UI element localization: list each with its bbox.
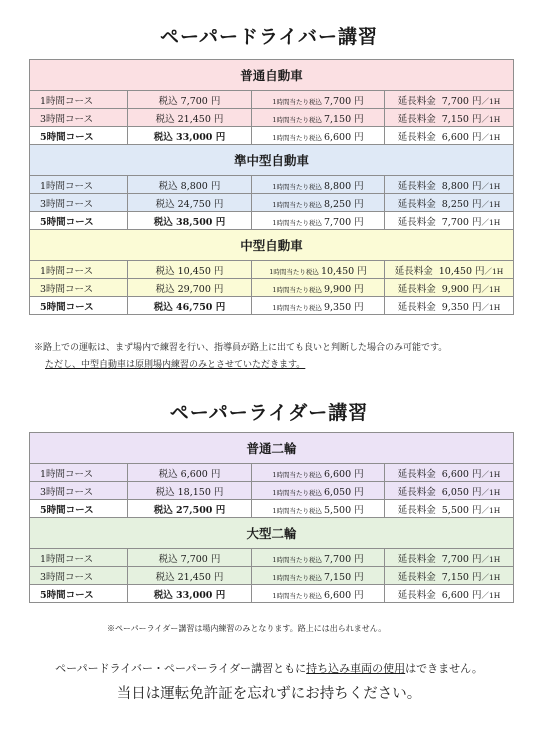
per-hour-value: 9,900 円: [323, 283, 364, 295]
extension-value: 9,900 円: [441, 283, 482, 295]
road-practice-note: ※路上での運転は、まず場内で練習を行い、指導員が路上に出ても良いと判断した場合のみ可能です。: [34, 343, 448, 353]
extension-unit: ／1H: [481, 199, 501, 209]
extension-fee: [385, 194, 514, 212]
category-header: 準中型自動車: [30, 145, 514, 176]
per-hour-price: [252, 109, 385, 127]
per-hour-value: 6,600 円: [323, 131, 364, 143]
extension-label: 延長料金: [394, 265, 433, 277]
extension-value: 7,150 円: [441, 571, 482, 583]
extension-value: 10,450 円: [438, 265, 485, 277]
vehicle-notice-post: はできません。: [405, 662, 483, 675]
rider-price-table: [29, 432, 514, 603]
extension-unit: ／1H: [484, 266, 504, 276]
category-header: 大型二輪: [30, 518, 514, 549]
course-name: 5時間コース: [30, 297, 128, 315]
extension-unit: ／1H: [481, 487, 501, 497]
table-row: [30, 464, 514, 482]
table-row: [30, 109, 514, 127]
per-hour-label: 1時間当たり税込: [269, 267, 319, 276]
extension-label: 延長料金: [397, 283, 436, 295]
table-row: [30, 549, 514, 567]
per-hour-value: 8,250 円: [323, 198, 364, 210]
course-price: 税込 7,700 円: [128, 549, 252, 567]
driver-title: ペーパードライバー講習: [159, 26, 379, 48]
extension-unit: ／1H: [481, 96, 501, 106]
course-price: 税込 27,500 円: [128, 500, 252, 518]
per-hour-value: 10,450 円: [320, 265, 367, 277]
extension-value: 7,700 円: [441, 553, 482, 565]
per-hour-label: 1時間当たり税込: [272, 182, 322, 191]
per-hour-value: 9,350 円: [323, 301, 364, 313]
rider-title: ペーパーライダー講習: [169, 402, 369, 424]
extension-value: 7,150 円: [441, 113, 482, 125]
per-hour-price: [252, 176, 385, 194]
extension-value: 8,800 円: [441, 180, 482, 192]
per-hour-price: [252, 212, 385, 230]
extension-label: 延長料金: [397, 131, 436, 143]
per-hour-label: 1時間当たり税込: [272, 591, 322, 600]
course-price: 税込 46,750 円: [128, 297, 252, 315]
course-price: 税込 7,700 円: [128, 91, 252, 109]
extension-unit: ／1H: [481, 505, 501, 515]
course-name: 3時間コース: [30, 482, 128, 500]
table-row: [30, 567, 514, 585]
extension-fee: [385, 212, 514, 230]
extension-fee: [385, 482, 514, 500]
extension-fee: [385, 549, 514, 567]
extension-unit: ／1H: [481, 302, 501, 312]
rider-note: ※ペーパーライダー講習は場内練習のみとなります。路上には出られません。: [107, 624, 387, 633]
table-row: [30, 91, 514, 109]
course-name: 1時間コース: [30, 261, 128, 279]
extension-value: 9,350 円: [441, 301, 482, 313]
per-hour-price: [252, 585, 385, 603]
per-hour-label: 1時間当たり税込: [272, 555, 322, 564]
extension-value: 5,500 円: [441, 504, 482, 516]
extension-fee: [385, 500, 514, 518]
extension-fee: [385, 261, 514, 279]
extension-label: 延長料金: [397, 301, 436, 313]
course-price: 税込 10,450 円: [128, 261, 252, 279]
per-hour-label: 1時間当たり税込: [272, 303, 322, 312]
per-hour-label: 1時間当たり税込: [272, 218, 322, 227]
course-name: 3時間コース: [30, 567, 128, 585]
extension-unit: ／1H: [481, 114, 501, 124]
extension-value: 6,600 円: [441, 468, 482, 480]
extension-value: 7,700 円: [441, 216, 482, 228]
extension-label: 延長料金: [397, 553, 436, 565]
extension-unit: ／1H: [481, 132, 501, 142]
per-hour-label: 1時間当たり税込: [272, 97, 322, 106]
per-hour-label: 1時間当たり税込: [272, 506, 322, 515]
per-hour-label: 1時間当たり税込: [272, 200, 322, 209]
category-header: 普通二輪: [30, 433, 514, 464]
extension-unit: ／1H: [481, 554, 501, 564]
extension-fee: [385, 297, 514, 315]
extension-fee: [385, 279, 514, 297]
extension-label: 延長料金: [397, 468, 436, 480]
per-hour-value: 6,050 円: [323, 486, 364, 498]
category-header: 中型自動車: [30, 230, 514, 261]
extension-value: 8,250 円: [441, 198, 482, 210]
course-name: 1時間コース: [30, 176, 128, 194]
course-price: 税込 33,000 円: [128, 127, 252, 145]
per-hour-value: 5,500 円: [323, 504, 364, 516]
extension-label: 延長料金: [397, 504, 436, 516]
course-price: 税込 21,450 円: [128, 567, 252, 585]
per-hour-label: 1時間当たり税込: [272, 115, 322, 124]
extension-fee: [385, 464, 514, 482]
table-row: [30, 279, 514, 297]
course-price: 税込 21,450 円: [128, 109, 252, 127]
course-price: 税込 18,150 円: [128, 482, 252, 500]
per-hour-value: 7,700 円: [323, 216, 364, 228]
table-row: [30, 176, 514, 194]
medium-vehicle-note: ただし、中型自動車は原則場内練習のみとさせていただきます。: [45, 360, 306, 370]
course-name: 3時間コース: [30, 279, 128, 297]
driver-price-table: [29, 59, 514, 315]
vehicle-notice: [0, 660, 538, 676]
extension-label: 延長料金: [397, 95, 436, 107]
extension-label: 延長料金: [397, 198, 436, 210]
per-hour-price: [252, 194, 385, 212]
per-hour-price: [252, 91, 385, 109]
course-name: 3時間コース: [30, 109, 128, 127]
course-price: 税込 24,750 円: [128, 194, 252, 212]
extension-label: 延長料金: [397, 486, 436, 498]
per-hour-value: 7,700 円: [323, 553, 364, 565]
extension-unit: ／1H: [481, 284, 501, 294]
extension-unit: ／1H: [481, 572, 501, 582]
course-price: 税込 38,500 円: [128, 212, 252, 230]
course-price: 税込 8,800 円: [128, 176, 252, 194]
course-name: 3時間コース: [30, 194, 128, 212]
table-row: [30, 297, 514, 315]
extension-fee: [385, 176, 514, 194]
per-hour-label: 1時間当たり税込: [272, 488, 322, 497]
per-hour-value: 6,600 円: [323, 468, 364, 480]
table-row: [30, 500, 514, 518]
extension-label: 延長料金: [397, 589, 436, 601]
per-hour-value: 7,150 円: [323, 571, 364, 583]
extension-fee: [385, 585, 514, 603]
course-price: 税込 6,600 円: [128, 464, 252, 482]
license-reminder: 当日は運転免許証を忘れずにお持ちください。: [116, 686, 422, 702]
extension-value: 6,050 円: [441, 486, 482, 498]
table-row: [30, 585, 514, 603]
extension-label: 延長料金: [397, 113, 436, 125]
vehicle-notice-underlined: 持ち込み車両の使用: [306, 662, 406, 675]
course-name: 5時間コース: [30, 212, 128, 230]
per-hour-price: [252, 464, 385, 482]
extension-unit: ／1H: [481, 181, 501, 191]
extension-label: 延長料金: [397, 571, 436, 583]
extension-fee: [385, 127, 514, 145]
per-hour-value: 7,700 円: [323, 95, 364, 107]
per-hour-value: 6,600 円: [323, 589, 364, 601]
per-hour-price: [252, 127, 385, 145]
table-row: [30, 194, 514, 212]
extension-value: 7,700 円: [441, 95, 482, 107]
per-hour-label: 1時間当たり税込: [272, 573, 322, 582]
per-hour-price: [252, 482, 385, 500]
extension-value: 6,600 円: [441, 131, 482, 143]
category-header: 普通自動車: [30, 60, 514, 91]
extension-value: 6,600 円: [441, 589, 482, 601]
extension-fee: [385, 109, 514, 127]
course-name: 1時間コース: [30, 464, 128, 482]
table-row: [30, 127, 514, 145]
course-price: 税込 29,700 円: [128, 279, 252, 297]
per-hour-price: [252, 567, 385, 585]
table-row: [30, 261, 514, 279]
vehicle-notice-pre: ペーパードライバー・ペーパーライダー講習ともに: [55, 662, 307, 675]
per-hour-label: 1時間当たり税込: [272, 470, 322, 479]
course-price: 税込 33,000 円: [128, 585, 252, 603]
extension-unit: ／1H: [481, 469, 501, 479]
course-name: 5時間コース: [30, 500, 128, 518]
course-name: 5時間コース: [30, 585, 128, 603]
extension-fee: [385, 567, 514, 585]
per-hour-price: [252, 549, 385, 567]
extension-label: 延長料金: [397, 216, 436, 228]
course-name: 5時間コース: [30, 127, 128, 145]
course-name: 1時間コース: [30, 91, 128, 109]
table-row: [30, 212, 514, 230]
extension-fee: [385, 91, 514, 109]
per-hour-price: [252, 297, 385, 315]
per-hour-value: 8,800 円: [323, 180, 364, 192]
per-hour-label: 1時間当たり税込: [272, 285, 322, 294]
extension-unit: ／1H: [481, 590, 501, 600]
per-hour-price: [252, 279, 385, 297]
per-hour-price: [252, 500, 385, 518]
course-name: 1時間コース: [30, 549, 128, 567]
extension-label: 延長料金: [397, 180, 436, 192]
table-row: [30, 482, 514, 500]
per-hour-price: [252, 261, 385, 279]
per-hour-value: 7,150 円: [323, 113, 364, 125]
per-hour-label: 1時間当たり税込: [272, 133, 322, 142]
extension-unit: ／1H: [481, 217, 501, 227]
